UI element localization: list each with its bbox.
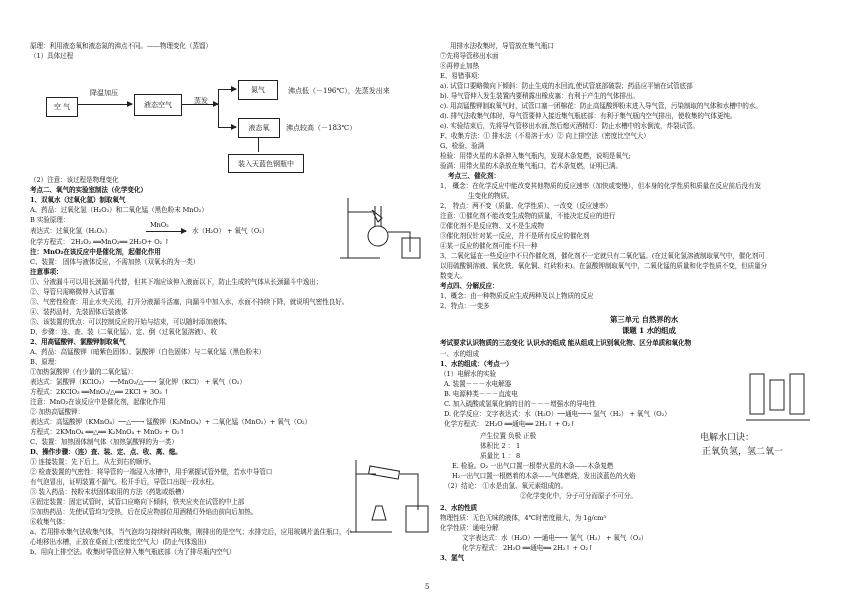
r32: H₂一出气口置一根燃着的木条——气体燃烧，发出淡蓝色的火焰 — [452, 472, 636, 480]
process-title: （1）具体过程 — [30, 52, 74, 60]
oxygen-note: 沸点较高（－183℃） — [286, 124, 357, 132]
r9: e). 实验结束后，先将导气管移出水面,然后熄灭酒精灯：防止水槽中的水倒流，炸裂试管。 — [440, 122, 700, 130]
r23: 一、水的组成 — [440, 350, 479, 358]
att2: ②、导管只需略微伸入试管塞 — [30, 288, 115, 296]
b2-expr: 表达式：氯酸钾（KClO₃） ──MnO₂/△──→ 氯化钾（KCl） + 氧气（O₂） — [30, 378, 246, 386]
b2-expr2: 表达式：高锰酸钾（KMnO₄）──△──→ 锰酸钾（K₂MnO₄）+ 二氧化锰（MnO₂）+ 氧气（O₂） — [30, 418, 312, 426]
page-number: 5 — [425, 583, 430, 591]
d-steps: D、步骤：连、查、装（二氧化锰）、定、倒（过氧化氢溶液）、收 — [30, 328, 217, 336]
arrow-nitrogen — [218, 89, 236, 90]
lesson-title: 课题 1 水的组成 — [622, 326, 676, 335]
step-cool-label: 降温加压 — [90, 89, 118, 97]
r27: B. 电源种类－－－直流电 — [444, 390, 518, 398]
a2: A、药品：高锰酸钾（暗紫色固体）、氯酸钾（白色固体）与二氧化锰（黑色粉末） — [30, 348, 266, 356]
r20: 3、二氧化锰在一些反应中不只作催化剂，催化剂不一定就只有二氧化锰。(在过氧化氢溶液制取氧气中，催化剂可 — [440, 252, 765, 260]
expr1-label: 表达式：过氧化氢（H₂O₂） — [30, 227, 111, 235]
r18: ③催化剂仅针对某一反应，并不是所有反应的催化剂 — [440, 232, 590, 240]
r14: 1、 概念：在化学反应中能改变其他物质的反应速率（加快或变慢），但本身的化学性质和质量在反应前后没有发 — [440, 182, 761, 190]
r4: E、易错事项： — [440, 72, 484, 80]
r20c: 数变大。 — [440, 272, 466, 280]
table-row-mass: 质量比 1 ： 8 — [480, 452, 521, 460]
arrow-to-liquid-air — [78, 104, 132, 105]
table-header: 产生位置 负极 正极 — [480, 432, 536, 440]
att3: ③、气密性检查：用止水夹关闭，打开分液漏斗活塞，向漏斗中加入水，水面不持续下降，就说明气密性良好。 — [30, 298, 349, 306]
d2-5: ⑤加热药品：先使试管均匀受热，后在反应物部位用酒精灯外焰由前向后加热。 — [30, 508, 258, 516]
sec2-heading: 2、用高锰酸钾、氯酸钾制取氧气 — [30, 338, 126, 346]
nitrogen-box: 氮气 — [238, 80, 278, 100]
mnemonic-title: 电解水口诀： — [700, 433, 755, 443]
r38: 文字表达式：水（H₂O）──通电──→ 氢气（H₂） + 氧气（O₂） — [462, 534, 648, 542]
mnemonic-text: 正氧负氢，氢二氧一 — [702, 447, 784, 457]
c2: C、装置：加热固体制气体（加热氯酸钾的为一类） — [30, 438, 178, 446]
r16: 注意：①催化剂不能改变生成物的质量，不能决定反应的进行 — [440, 212, 616, 220]
h2o2-apparatus-illustration — [320, 192, 430, 264]
r22: 2、特点：一变多 — [440, 302, 490, 310]
r35: 2、水的性质 — [440, 504, 477, 512]
r12: 检验：用带火星的木条伸入集气瓶内，发现木条复燃，说明是氧气; — [440, 152, 631, 160]
r40: 3、氢气 — [440, 554, 464, 562]
b2-1: ①加热氯酸钾（有少量的二氧化锰）： — [30, 368, 138, 376]
d2-6: ⑥收集气体： — [30, 518, 69, 526]
kp2-heading: 考点二、氧气的实验室制法（化学变化） — [30, 186, 147, 194]
arrow-oxygen — [218, 127, 236, 128]
note-mno2: 注：MnO₂在该反应中是催化剂，起催化作用 — [30, 248, 161, 256]
exam-requirements: 考试要求认识物质的三态变化 认识水的组成 能从组成上识别氧化物、区分单质和氧化物 — [440, 339, 692, 347]
r1: 用排水法收集时，导管放在集气瓶口 — [450, 42, 554, 50]
arrow-evaporate — [182, 104, 218, 105]
kp3-heading: 考点三、催化剂： — [448, 172, 500, 180]
intro-line: 原理：利用液态氧和液态氮的沸点不同。——物理变化（蒸馏） — [30, 42, 212, 50]
electrolysis-apparatus-illustration — [740, 370, 820, 428]
expr1-rhs: 水（H₂O） + 氧气（O₂） — [192, 227, 269, 235]
expr1-arrow — [146, 231, 186, 232]
r3: ⑧再停止加热 — [440, 62, 479, 70]
c-device: C、装置： 固体与液体反应，不需加热（双氧水的为一类） — [30, 258, 200, 266]
sec1-heading: 1、双氧水（过氧化氢）制取氧气 — [30, 196, 126, 204]
r29: D. 化学反应：文字表达式：水（H₂O）──通电──→ 氢气（H₂） + 氧气（O₂） — [444, 410, 671, 418]
d2: D、操作步骤：（连）查、装、定、点、收、离、熄。 — [30, 448, 182, 456]
r8: d). 排气法收集气体时，导气管要伸入接近集气瓶底部：有利于集气瓶内空气排出，使收集的气体更纯。 — [440, 112, 737, 120]
table-row-volume: 体积比 2 ： 1 — [480, 442, 521, 450]
r34: ②化学变化中，分子可分而原子不可分。 — [520, 492, 637, 500]
eq1: 化学方程式： 2H₂O₂ ══MnO₂══ 2H₂O+ O₂ ↑ — [30, 238, 170, 246]
d2-6a: a、若用排水集气法收集气体，当气泡均匀持续时再收集，刚排出的是空气；水排完后，应用玻璃片盖住瓶口，小 — [30, 528, 353, 536]
r37: 化学性质：通电分解 — [440, 524, 499, 532]
r7: c). 用高锰酸钾制取氧气时，试管口塞一团棉花：防止高锰酸钾粉末进入导气管，污染制取的气体和水槽中的水。 — [440, 102, 762, 110]
att1: ①、分液漏斗可以用长颈漏斗代替，但其下端应该伸入液面以下，防止生成的气体从长颈漏斗中逸出； — [30, 278, 323, 286]
r28: C. 加入硫酸或氢氧化钠的目的－－－增强水的导电性 — [444, 400, 596, 408]
b2-2: ② 加热高锰酸钾： — [30, 408, 84, 416]
note-physical: （2）注意：该过程是物理变化 — [30, 176, 119, 184]
r21: 1、概念：由一种物质反应生成两种及以上物质的反应 — [440, 292, 594, 300]
r2: ⑦先将导管移出水面 — [440, 52, 499, 60]
r11: G、检验、验满 — [440, 142, 485, 150]
r5: a). 试管口要略微向下倾斜：防止生成的水回流,使试管底部破裂；药品应平铺在试管底部 — [440, 82, 693, 90]
b2-eq: 方程式：2KClO₃ ══MnO₂/△══ 2KCl + 3O₂ ↑ — [30, 388, 170, 396]
d2-4: ④固定装置：固定试管时，试管口应略向下倾斜，铁夹应夹在试管的中上部 — [30, 498, 245, 506]
b2-note: 注意：MnO₂在该反应中是催化剂，起催化作用 — [30, 398, 166, 406]
d2-6a2: 心地移出水槽，正放在桌面上(密度比空气大）(防止气体逸出) — [30, 538, 207, 546]
r14b: 生变化的物质。 — [468, 192, 514, 200]
storage-box: 装入天蓝色钢瓶中 — [228, 154, 304, 173]
heating-apparatus-illustration — [342, 440, 432, 540]
r10: F、收集方法：① 排水法（不易溶于水）② 向上排空法（密度比空气大） — [440, 132, 650, 140]
att5: ⑤、该装置的优点：可以控制反应的开始与结束，可以随时添加液体。 — [30, 318, 232, 326]
r20b: 以用硫酸铜溶液、氧化铁、氧化铜、红砖粉末)。在氯酸钾制取氧气中，二氧化锰的质量和化学性质不变，但质量分 — [440, 262, 768, 270]
r36: 物理性质：无色无味的液体，4℃时密度最大，为 1g/cm³ — [440, 514, 606, 522]
split-line — [218, 89, 219, 127]
nitrogen-note: 沸点低（－196℃），先蒸发出来 — [288, 87, 390, 95]
r30: 化学方程式： 2H₂O ══通电══ 2H₂↑ + O₂↑ — [444, 420, 576, 428]
r17: ②催化剂不是反应物、又不是生成物 — [440, 222, 544, 230]
liquid-air-box: 液态空气 — [134, 94, 182, 116]
r25: （1）电解水的实验 — [440, 370, 497, 378]
unit-title: 第三单元 自然界的水 — [610, 315, 679, 324]
d2-1: ① 连接装置：先下后上，从左到右的顺序。 — [30, 458, 156, 466]
att4: ④、装药品时，先装固体后装液体 — [30, 308, 128, 316]
r15: 2、 特点：两不变（质量、化学性质）、一改变（反应速率） — [440, 202, 612, 210]
r26: A. 装置－－－水电解器 — [444, 380, 512, 388]
kp4-heading: 考点四、分解反应： — [440, 282, 499, 290]
r33: （2）结论： ①水是由氢、氧元素组成的。 — [444, 482, 567, 490]
r6: b). 导气管伸入发生装置内要稍露出橡皮塞：有利于产生的气体排出。 — [440, 92, 639, 100]
r39: 化学方程式： 2H₂O ══通电══ 2H₂↑ + O₂↑ — [462, 544, 594, 552]
b-principle: B 实验原理： — [30, 216, 70, 224]
down-line — [258, 137, 259, 152]
step-evaporate-label: 蒸发 — [194, 97, 208, 105]
air-box: 空 气 — [46, 97, 78, 117]
d2-2b: 有气泡冒出，证明装置不漏气。松开手后，导管口出现一段水柱。 — [30, 478, 219, 486]
b2: B、原理： — [30, 358, 61, 366]
d2-3: ③ 装入药品：按粉末状固体取用的方法（药匙或纸槽） — [30, 488, 188, 496]
r19: ④某一反应的催化剂可能不只一种 — [440, 242, 538, 250]
a-drugs: A、药品：过氧化氢（H₂O₂）和二氧化锰（黑色粉末 MnO₂） — [30, 206, 208, 214]
r24: 1、水的组成：（考点一） — [440, 360, 513, 368]
liquid-oxygen-box: 液态氧 — [238, 118, 280, 138]
d2-6b: b、用向上排空法。收集时导管应伸入集气瓶底部（为了排尽瓶内空气） — [30, 548, 236, 556]
attention-heading: 注意事项： — [30, 268, 63, 276]
r13: 验满：用带火星的木条放在集气瓶口，若木条复燃，证明已满。 — [440, 162, 622, 170]
expr1-condition: MnO₂ — [150, 221, 169, 229]
b2-eq2: 方程式：2KMnO₄ ══△══ K₂MnO₄ + MnO₂ + O₂↑ — [30, 428, 185, 436]
d2-2: ② 检查装置的气密性：将导管的一端浸入水槽中，用手紧握试管外壁，若水中导管口 — [30, 468, 273, 476]
r31: E. 检验。O₂ 一出气口置一根带火星的木条——木条复燃 — [452, 462, 614, 470]
